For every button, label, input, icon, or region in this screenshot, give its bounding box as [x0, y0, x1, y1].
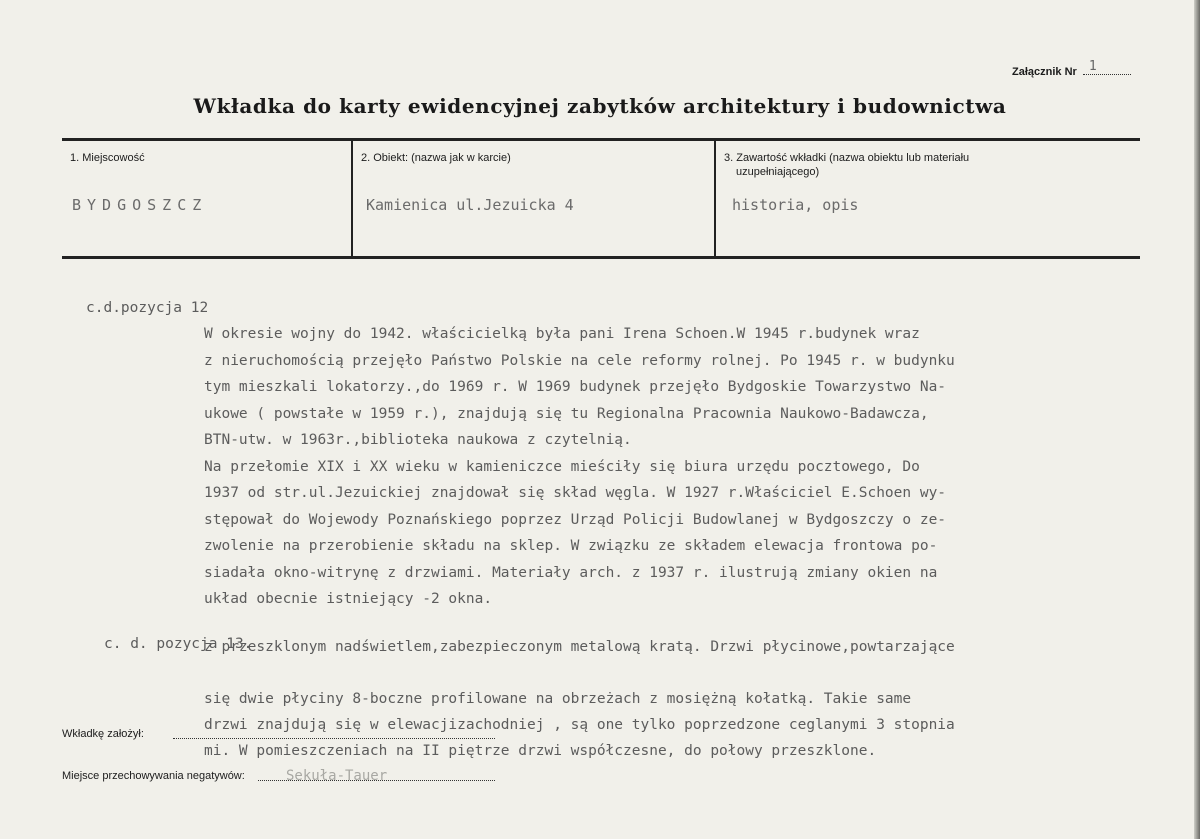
- object-label: 2. Obiekt: (nazwa jak w karcie): [361, 152, 511, 164]
- annex-number: [1012, 59, 1131, 78]
- text-line: siadała okno-witrynę z drzwiami. Materiały arch. z 1937 r. ilustrują zmiany okien na: [204, 564, 938, 581]
- text-line: zwolenie na przerobienie składu na sklep. W związku ze składem elewacja frontowa po-: [204, 538, 938, 554]
- section-heading-12: c.d.pozycja 12: [86, 300, 209, 316]
- text-line: drzwi znajdują się w elewacjizachodniej , są one tylko poprzedzone ceglanymi 3 stopnia: [204, 717, 955, 733]
- contents-label: [724, 151, 969, 179]
- text-line: z nieruchomością przejęło Państwo Polskie na cele reformy rolnej. Po 1945 r. w budynku: [204, 352, 955, 369]
- placed-by-label: Wkładkę założył:: [62, 728, 144, 740]
- header-table: [62, 138, 1140, 259]
- text-line: Na przełomie XIX i XX wieku w kamieniczce mieściły się biura urzędu pocztowego, Do: [204, 458, 920, 475]
- object-value: Kamienica ul.Jezuicka 4: [366, 196, 574, 214]
- text-line: stępował do Wojewody Poznańskiego poprzez Urząd Policji Budowlanej w Bydgoszczy o ze-: [204, 511, 947, 528]
- placed-by-line: [173, 738, 495, 739]
- text-line: BTN-utw. w 1963r.,biblioteka naukowa z czytelnią.: [204, 432, 632, 448]
- text-line: ukowe ( powstałe w 1959 r.), znajdują się tu Regionalna Pracownia Naukowo-Badawcza,: [204, 405, 929, 422]
- text-line: się dwie płyciny 8-boczne profilowane na obrzeżach z mosiężną kołatką. Takie same: [204, 691, 912, 707]
- section-13-first-line: z przeszklonym nadświetlem,zabezpieczonym metalową kratą. Drzwi płycinowe,powtarzające: [204, 639, 955, 655]
- object-cell: [351, 141, 714, 256]
- contents-value: historia, opis: [732, 196, 859, 214]
- contents-cell: [714, 141, 1142, 256]
- text-line: W okresie wojny do 1942. właścicielką była pani Irena Schoen.W 1945 r.budynek wraz: [204, 326, 920, 342]
- negatives-value: Sekuła-Tauer: [286, 768, 388, 784]
- contents-label-line1: 3. Zawartość wkładki (nazwa obiektu lub materiału: [724, 152, 970, 164]
- locality-label: 1. Miejscowość: [70, 152, 145, 164]
- locality-value: BYDGOSZCZ: [72, 196, 208, 214]
- text-line: układ obecnie istniejący -2 okna.: [204, 591, 493, 607]
- negatives-label: Miejsce przechowywania negatywów:: [62, 770, 245, 782]
- text-line: tym mieszkali lokatorzy.,do 1969 r. W 1969 budynek przejęło Bydgoskie Towarzystwo Na-: [204, 379, 947, 395]
- page-title: Wkładka do karty ewidencyjnej zabytków architektury i budownictwa: [193, 94, 1007, 118]
- annex-number-field: [1083, 59, 1131, 75]
- text-line: 1937 od str.ul.Jezuickiej znajdował się skład węgla. W 1927 r.Właściciel E.Schoen wy-: [204, 485, 947, 501]
- contents-label-line2: uzupełniającego): [736, 166, 820, 178]
- locality-cell: [62, 141, 349, 256]
- annex-number-value: 1: [1088, 59, 1097, 74]
- text-line: mi. W pomieszczeniach na II piętrze drzwi współczesne, do połowy przeszklone.: [204, 743, 877, 759]
- annex-label: Załącznik Nr: [1012, 66, 1077, 78]
- section-heading-13: c. d. pozycja 13.: [104, 636, 253, 652]
